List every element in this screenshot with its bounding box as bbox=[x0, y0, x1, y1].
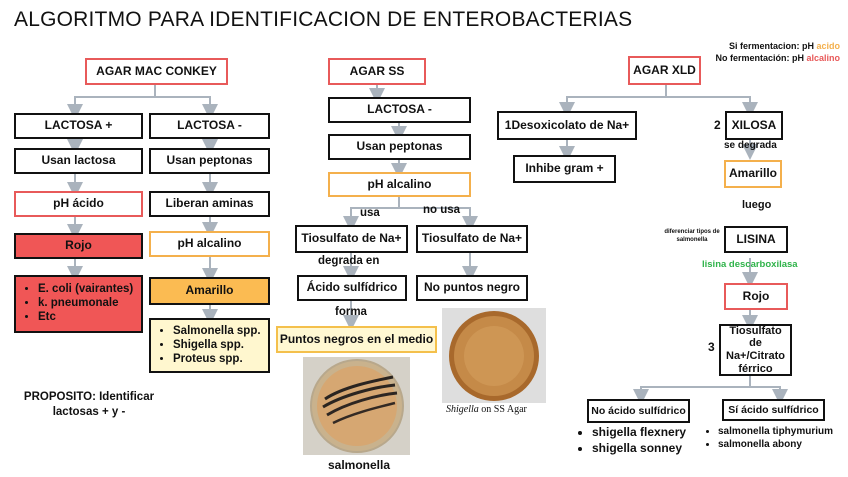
list-item: • Shigella spp. bbox=[173, 339, 262, 351]
lisina-descarboxilasa-label: lisina descarboxilasa bbox=[702, 259, 798, 270]
no-acido-species-list bbox=[578, 423, 686, 457]
ph-alcalino-box-mac: pH alcalino bbox=[149, 231, 270, 257]
desoxicolato-box: 1Desoxicolato de Na+ bbox=[497, 111, 637, 140]
tiosulfato-box-no-usa: Tiosulfato de Na+ bbox=[416, 225, 528, 253]
puntos-negros-box: Puntos negros en el medio bbox=[276, 326, 437, 353]
lactosa-negative-box-ss: LACTOSA - bbox=[328, 97, 471, 123]
legend-line-alkaline: No fermentación: pH alcalino bbox=[715, 53, 840, 63]
usan-peptonas-box-mac: Usan peptonas bbox=[149, 148, 270, 174]
step-number-3: 3 bbox=[708, 340, 715, 354]
lactosa-positive-box: LACTOSA + bbox=[14, 113, 143, 139]
diferenciar-note: diferenciar tipos de salmonella bbox=[664, 229, 720, 243]
list-item: • shigella sonney bbox=[592, 441, 686, 455]
lactosa-negative-box: LACTOSA - bbox=[149, 113, 270, 139]
usan-lactosa-box: Usan lactosa bbox=[14, 148, 143, 174]
si-acido-sulfidrico-box: Sí ácido sulfídrico bbox=[722, 399, 825, 421]
degrada-en-label: degrada en bbox=[318, 255, 380, 267]
list-item: • Proteus spp. bbox=[173, 353, 262, 365]
salmonella-plate-photo bbox=[303, 357, 410, 455]
amarillo-box-mac: Amarillo bbox=[149, 277, 270, 305]
agar-mac-conkey-box: AGAR MAC CONKEY bbox=[85, 58, 228, 85]
shigella-caption: Shigella on SS Agar bbox=[446, 404, 527, 415]
proposito-note: PROPOSITO: Identificar lactosas + y - bbox=[23, 391, 155, 418]
list-item: • Salmonella spp. bbox=[173, 325, 262, 337]
no-usa-label: no usa bbox=[423, 204, 461, 216]
ph-alcalino-box-ss: pH alcalino bbox=[328, 172, 471, 197]
ph-acido-box: pH ácido bbox=[14, 191, 143, 217]
step-number-2: 2 bbox=[714, 118, 721, 132]
list-item: • E. coli (vairantes) bbox=[38, 283, 135, 295]
se-degrada-label: se degrada bbox=[724, 140, 777, 151]
luego-label: luego bbox=[742, 199, 772, 211]
list-item: • Etc bbox=[38, 311, 135, 323]
list-item: • salmonella abony bbox=[718, 439, 833, 450]
list-item: • salmonella tiphymurium bbox=[718, 426, 833, 437]
rojo-box-xld: Rojo bbox=[724, 283, 788, 310]
petri-dish-salmonella-image bbox=[303, 357, 410, 455]
si-acido-species-list bbox=[704, 424, 833, 452]
legend-line-acid: Si fermentacion: pH acido bbox=[728, 41, 840, 51]
no-acido-sulfidrico-box: No ácido sulfídrico bbox=[587, 399, 690, 423]
usan-peptonas-box-ss: Usan peptonas bbox=[328, 134, 471, 160]
lisina-box: LISINA bbox=[724, 226, 788, 253]
liberan-aminas-box: Liberan aminas bbox=[149, 191, 270, 217]
rojo-box-mac: Rojo bbox=[14, 233, 143, 259]
list-item: • shigella flexnery bbox=[592, 425, 686, 439]
legend-acid-value: acido bbox=[816, 41, 840, 51]
legend-alkaline-value: alcalino bbox=[806, 53, 840, 63]
xilosa-box: XILOSA bbox=[725, 111, 783, 140]
inhibe-gram-positive-box: Inhibe gram + bbox=[513, 155, 616, 183]
petri-dish-shigella-image bbox=[442, 308, 546, 403]
agar-ss-box: AGAR SS bbox=[328, 58, 426, 85]
usa-label: usa bbox=[360, 207, 380, 219]
shigella-plate-photo bbox=[442, 308, 546, 403]
salmonella-caption: salmonella bbox=[328, 458, 391, 472]
agar-xld-box: AGAR XLD bbox=[628, 56, 701, 85]
acido-sulfidrico-box: Ácido sulfídrico bbox=[297, 275, 407, 301]
amarillo-box-xld: Amarillo bbox=[724, 160, 782, 188]
no-puntos-negro-box: No puntos negro bbox=[416, 275, 528, 301]
lactosa-negative-species-list bbox=[149, 318, 270, 373]
lactosa-positive-species-list bbox=[14, 275, 143, 333]
list-item: • k. pneumonale bbox=[38, 297, 135, 309]
tiosulfato-box-usa: Tiosulfato de Na+ bbox=[295, 225, 408, 253]
page-title: ALGORITMO PARA IDENTIFICACION DE ENTEROBACTERIAS bbox=[14, 8, 633, 31]
tiosulfato-citrato-box: Tiosulfato de Na+/Citrato férrico bbox=[719, 324, 792, 376]
forma-label: forma bbox=[335, 306, 367, 318]
